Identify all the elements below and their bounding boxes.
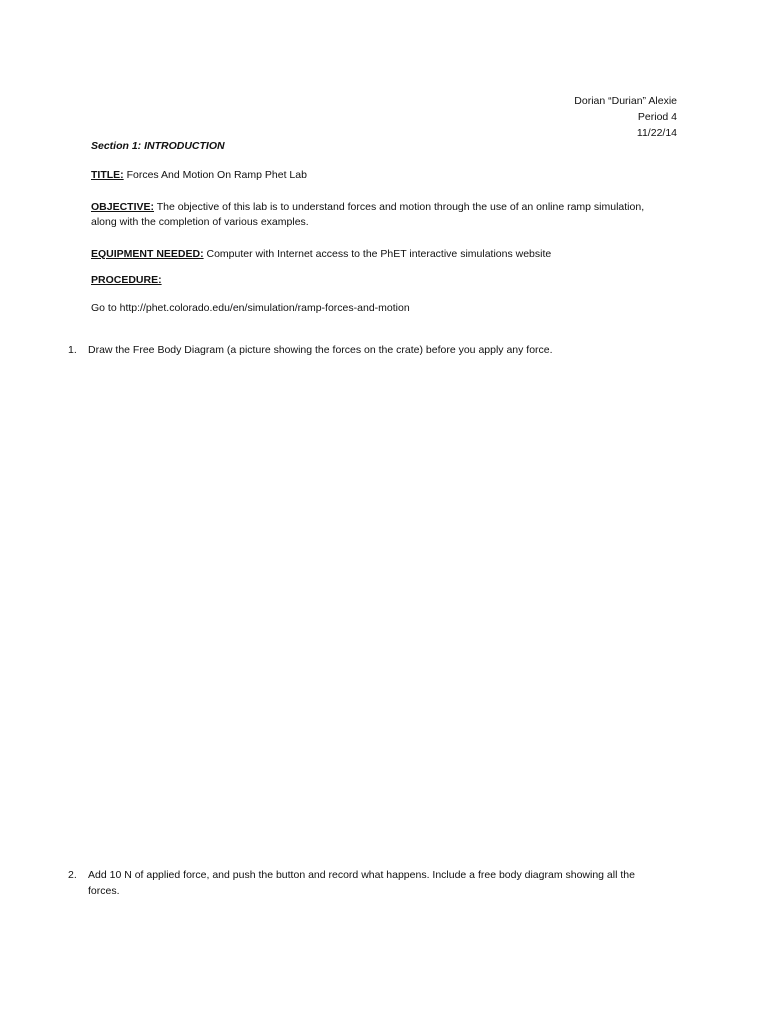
equipment-value: Computer with Internet access to the PhET interactive simulations website	[203, 248, 552, 260]
question-number: 2.	[68, 869, 77, 881]
equipment-line	[91, 247, 551, 262]
procedure-label: PROCEDURE:	[91, 274, 162, 286]
question-number: 1.	[68, 344, 77, 356]
question-text: Draw the Free Body Diagram (a picture showing the forces on the crate) before you apply any force.	[88, 344, 553, 356]
procedure-goto: Go to http://phet.colorado.edu/en/simulation/ramp-forces-and-motion	[91, 302, 410, 314]
title-label: TITLE:	[91, 169, 124, 181]
objective-value: The objective of this lab is to understand forces and motion through the use of an online ramp simulation, along with the completion of various examples.	[91, 201, 645, 228]
objective-label: OBJECTIVE:	[91, 201, 155, 213]
question-text: Add 10 N of applied force, and push the button and record what happens. Include a free body diagram showing all the	[88, 869, 635, 881]
objective-paragraph	[91, 200, 651, 230]
equipment-label: EQUIPMENT NEEDED:	[91, 248, 204, 260]
date: 11/22/14	[636, 127, 677, 139]
title-line	[91, 168, 307, 183]
student-header	[574, 93, 677, 141]
title-value: Forces And Motion On Ramp Phet Lab	[123, 169, 307, 181]
procedure-heading	[91, 273, 162, 288]
class-period: Period 4	[637, 111, 677, 123]
question-text-continued: forces.	[88, 885, 120, 897]
section-heading: Section 1: INTRODUCTION	[91, 140, 225, 152]
question-1	[68, 342, 688, 358]
student-name: Dorian “Durian” Alexie	[574, 95, 677, 107]
question-2	[68, 867, 688, 899]
